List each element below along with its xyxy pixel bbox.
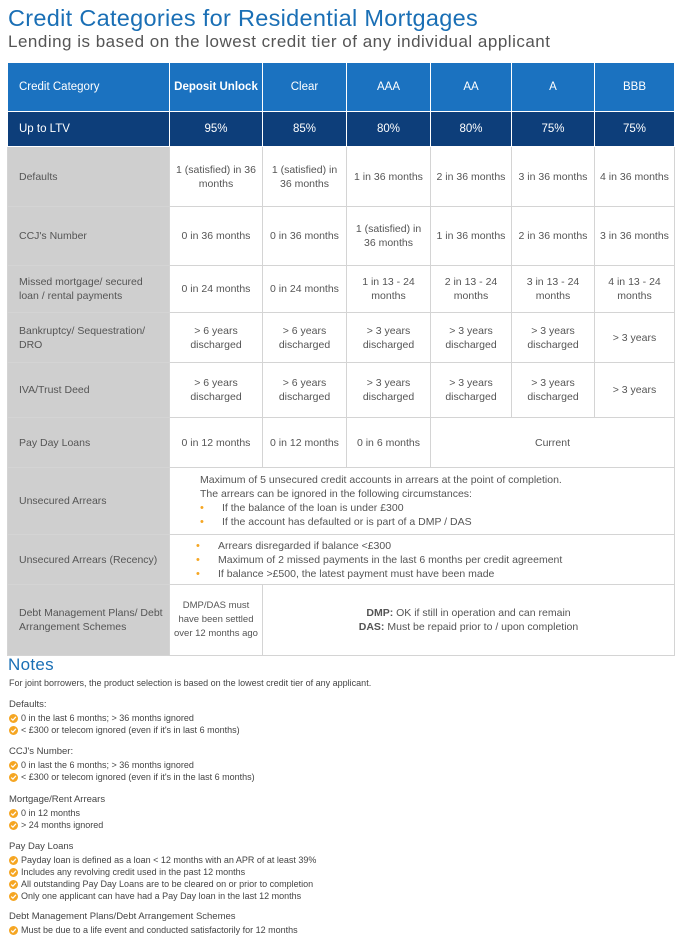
list-item — [9, 878, 316, 890]
table-cell: > 3 years discharged — [347, 313, 431, 363]
unsecured-bullet-list — [200, 501, 670, 529]
table-cell: 1 in 36 months — [431, 207, 512, 266]
dmp-text: OK if still in operation and can remain — [393, 607, 571, 619]
unsecured-line-2: The arrears can be ignored in the following circumstances: — [200, 488, 472, 500]
ltv-cell: 95% — [170, 112, 263, 147]
table-cell: 0 in 12 months — [263, 418, 347, 468]
ltv-cell: Up to LTV — [8, 112, 170, 147]
table-cell: > 3 years discharged — [431, 363, 512, 418]
table-row — [8, 585, 675, 656]
ltv-cell: 75% — [595, 112, 675, 147]
row-label: Debt Management Plans/ Debt Arrangement Schemes — [8, 585, 170, 656]
table-cell: 0 in 24 months — [263, 266, 347, 313]
table-cell: 1 (satisfied) in 36 months — [347, 207, 431, 266]
table-cell: 0 in 6 months — [347, 418, 431, 468]
table-cell: > 3 years discharged — [512, 313, 595, 363]
list-item — [9, 854, 316, 866]
notes-title: Notes — [8, 655, 54, 674]
list-item — [9, 724, 240, 736]
table-row — [8, 535, 675, 585]
check-icon — [9, 880, 18, 889]
credit-categories-table — [7, 62, 675, 656]
row-label: Missed mortgage/ secured loan / rental payments — [8, 266, 170, 313]
list-item — [9, 890, 316, 902]
notes-heading: Mortgage/Rent Arrears — [9, 794, 106, 805]
table-cell: 4 in 13 - 24 months — [595, 266, 675, 313]
table-cell: 0 in 24 months — [170, 266, 263, 313]
notes-item-text: < £300 or telecom ignored (even if it's in last 6 months) — [21, 725, 240, 735]
table-cell: 2 in 36 months — [512, 207, 595, 266]
row-label: IVA/Trust Deed — [8, 363, 170, 418]
list-item — [9, 712, 240, 724]
table-cell: 3 in 36 months — [595, 207, 675, 266]
check-icon — [9, 821, 18, 830]
notes-list — [9, 924, 298, 936]
list-item — [9, 866, 316, 878]
table-cell: 1 in 13 - 24 months — [347, 266, 431, 313]
table-row — [8, 363, 675, 418]
notes-heading: Pay Day Loans — [9, 841, 74, 852]
notes-item-text: Must be due to a life event and conducted satisfactorily for 12 months — [21, 925, 298, 935]
table-row — [8, 468, 675, 535]
unsecured-arrears-cell — [170, 468, 675, 535]
notes-item-text: Includes any revolving credit used in the past 12 months — [21, 867, 246, 877]
row-label: Defaults — [8, 147, 170, 207]
table-cell: 0 in 36 months — [263, 207, 347, 266]
table-cell: 1 in 36 months — [347, 147, 431, 207]
table-cell: > 3 years discharged — [431, 313, 512, 363]
header-cell: A — [512, 63, 595, 112]
list-item: • If the balance of the loan is under £300 — [200, 501, 670, 515]
notes-section-debt-management — [9, 911, 298, 936]
notes-section-defaults — [9, 699, 240, 736]
list-item — [9, 819, 105, 831]
table-row — [8, 266, 675, 313]
unsecured-line-1: Maximum of 5 unsecured credit accounts in arrears at the point of completion. — [200, 474, 562, 486]
notes-item-text: Payday loan is defined as a loan < 12 months with an APR of at least 39% — [21, 855, 317, 865]
table-cell: > 6 years discharged — [170, 363, 263, 418]
header-cell: AA — [431, 63, 512, 112]
dmp-key: DMP: — [366, 607, 394, 619]
table-cell: 3 in 13 - 24 months — [512, 266, 595, 313]
notes-item-text: 0 in last the 6 months; > 36 months ignored — [21, 760, 194, 770]
header-cell: AAA — [347, 63, 431, 112]
page-subtitle: Lending is based on the lowest credit tier of any individual applicant — [8, 32, 551, 51]
check-icon — [9, 726, 18, 735]
check-icon — [9, 856, 18, 865]
notes-list — [9, 712, 240, 736]
list-item: • If balance >£500, the latest payment must have been made — [196, 567, 670, 581]
table-cell: 2 in 13 - 24 months — [431, 266, 512, 313]
check-icon — [9, 926, 18, 935]
notes-item-text: 0 in 12 months — [21, 808, 81, 818]
table-cell: 2 in 36 months — [431, 147, 512, 207]
table-cell: > 3 years discharged — [512, 363, 595, 418]
das-line — [267, 620, 670, 634]
notes-section-mortgage-rent-arrears — [9, 794, 105, 831]
notes-item-text: 0 in the last 6 months; > 36 months ignored — [21, 713, 194, 723]
check-icon — [9, 809, 18, 818]
table-cell: > 6 years discharged — [263, 313, 347, 363]
header-cell: Deposit Unlock — [170, 63, 263, 112]
notes-intro: For joint borrowers, the product selection is based on the lowest credit tier of any applicant. — [9, 678, 372, 688]
table-cell: 4 in 36 months — [595, 147, 675, 207]
ltv-row — [8, 112, 675, 147]
table-cell: 0 in 36 months — [170, 207, 263, 266]
dmp-line — [267, 606, 670, 620]
dmp-das-cell — [263, 585, 675, 656]
notes-heading: CCJ's Number: — [9, 746, 74, 757]
notes-item-text: All outstanding Pay Day Loans are to be cleared on or prior to completion — [21, 879, 314, 889]
header-cell: Clear — [263, 63, 347, 112]
check-icon — [9, 714, 18, 723]
list-item: • If the account has defaulted or is part of a DMP / DAS — [200, 515, 670, 529]
list-item — [9, 924, 298, 936]
table-row — [8, 418, 675, 468]
notes-list — [9, 759, 255, 783]
ltv-cell: 80% — [431, 112, 512, 147]
table-cell: 1 (satisfied) in 36 months — [263, 147, 347, 207]
notes-heading: Debt Management Plans/Debt Arrangement Schemes — [9, 911, 236, 922]
row-label: Unsecured Arrears (Recency) — [8, 535, 170, 585]
list-item — [9, 771, 255, 783]
row-label: Bankruptcy/ Sequestration/ DRO — [8, 313, 170, 363]
table-cell: > 3 years — [595, 313, 675, 363]
table-cell: DMP/DAS must have been settled over 12 months ago — [170, 585, 263, 656]
page-title: Credit Categories for Residential Mortgages — [8, 5, 479, 31]
row-label: CCJ's Number — [8, 207, 170, 266]
notes-item-text: < £300 or telecom ignored (even if it's in the last 6 months) — [21, 772, 255, 782]
check-icon — [9, 761, 18, 770]
ltv-cell: 75% — [512, 112, 595, 147]
table-cell: > 6 years discharged — [170, 313, 263, 363]
table-row — [8, 207, 675, 266]
ltv-cell: 80% — [347, 112, 431, 147]
check-icon — [9, 773, 18, 782]
recency-cell — [170, 535, 675, 585]
list-item — [9, 759, 255, 771]
notes-item-text: > 24 months ignored — [21, 820, 104, 830]
table-cell: > 3 years — [595, 363, 675, 418]
table-cell: 3 in 36 months — [512, 147, 595, 207]
row-label: Unsecured Arrears — [8, 468, 170, 535]
notes-heading: Defaults: — [9, 699, 47, 710]
list-item: • Arrears disregarded if balance <£300 — [196, 539, 670, 553]
table-row — [8, 147, 675, 207]
check-icon — [9, 868, 18, 877]
das-key: DAS: — [358, 621, 385, 633]
ltv-cell: 85% — [263, 112, 347, 147]
header-cell: Credit Category — [8, 63, 170, 112]
header-cell: BBB — [595, 63, 675, 112]
check-icon — [9, 892, 18, 901]
das-text: Must be repaid prior to / upon completion — [384, 621, 579, 633]
recency-bullet-list — [196, 539, 670, 581]
list-item — [9, 807, 105, 819]
row-label: Pay Day Loans — [8, 418, 170, 468]
list-item: • Maximum of 2 missed payments in the last 6 months per credit agreement — [196, 553, 670, 567]
notes-list — [9, 807, 105, 831]
table-cell: > 3 years discharged — [347, 363, 431, 418]
notes-section-pay-day-loans — [9, 841, 316, 902]
table-header-row — [8, 63, 675, 112]
table-cell: > 6 years discharged — [263, 363, 347, 418]
notes-list — [9, 854, 316, 902]
table-row — [8, 313, 675, 363]
table-cell: 1 (satisfied) in 36 months — [170, 147, 263, 207]
table-cell: 0 in 12 months — [170, 418, 263, 468]
notes-item-text: Only one applicant can have had a Pay Day loan in the last 12 months — [21, 891, 302, 901]
table-cell: Current — [431, 418, 675, 468]
notes-section-ccj — [9, 746, 255, 783]
